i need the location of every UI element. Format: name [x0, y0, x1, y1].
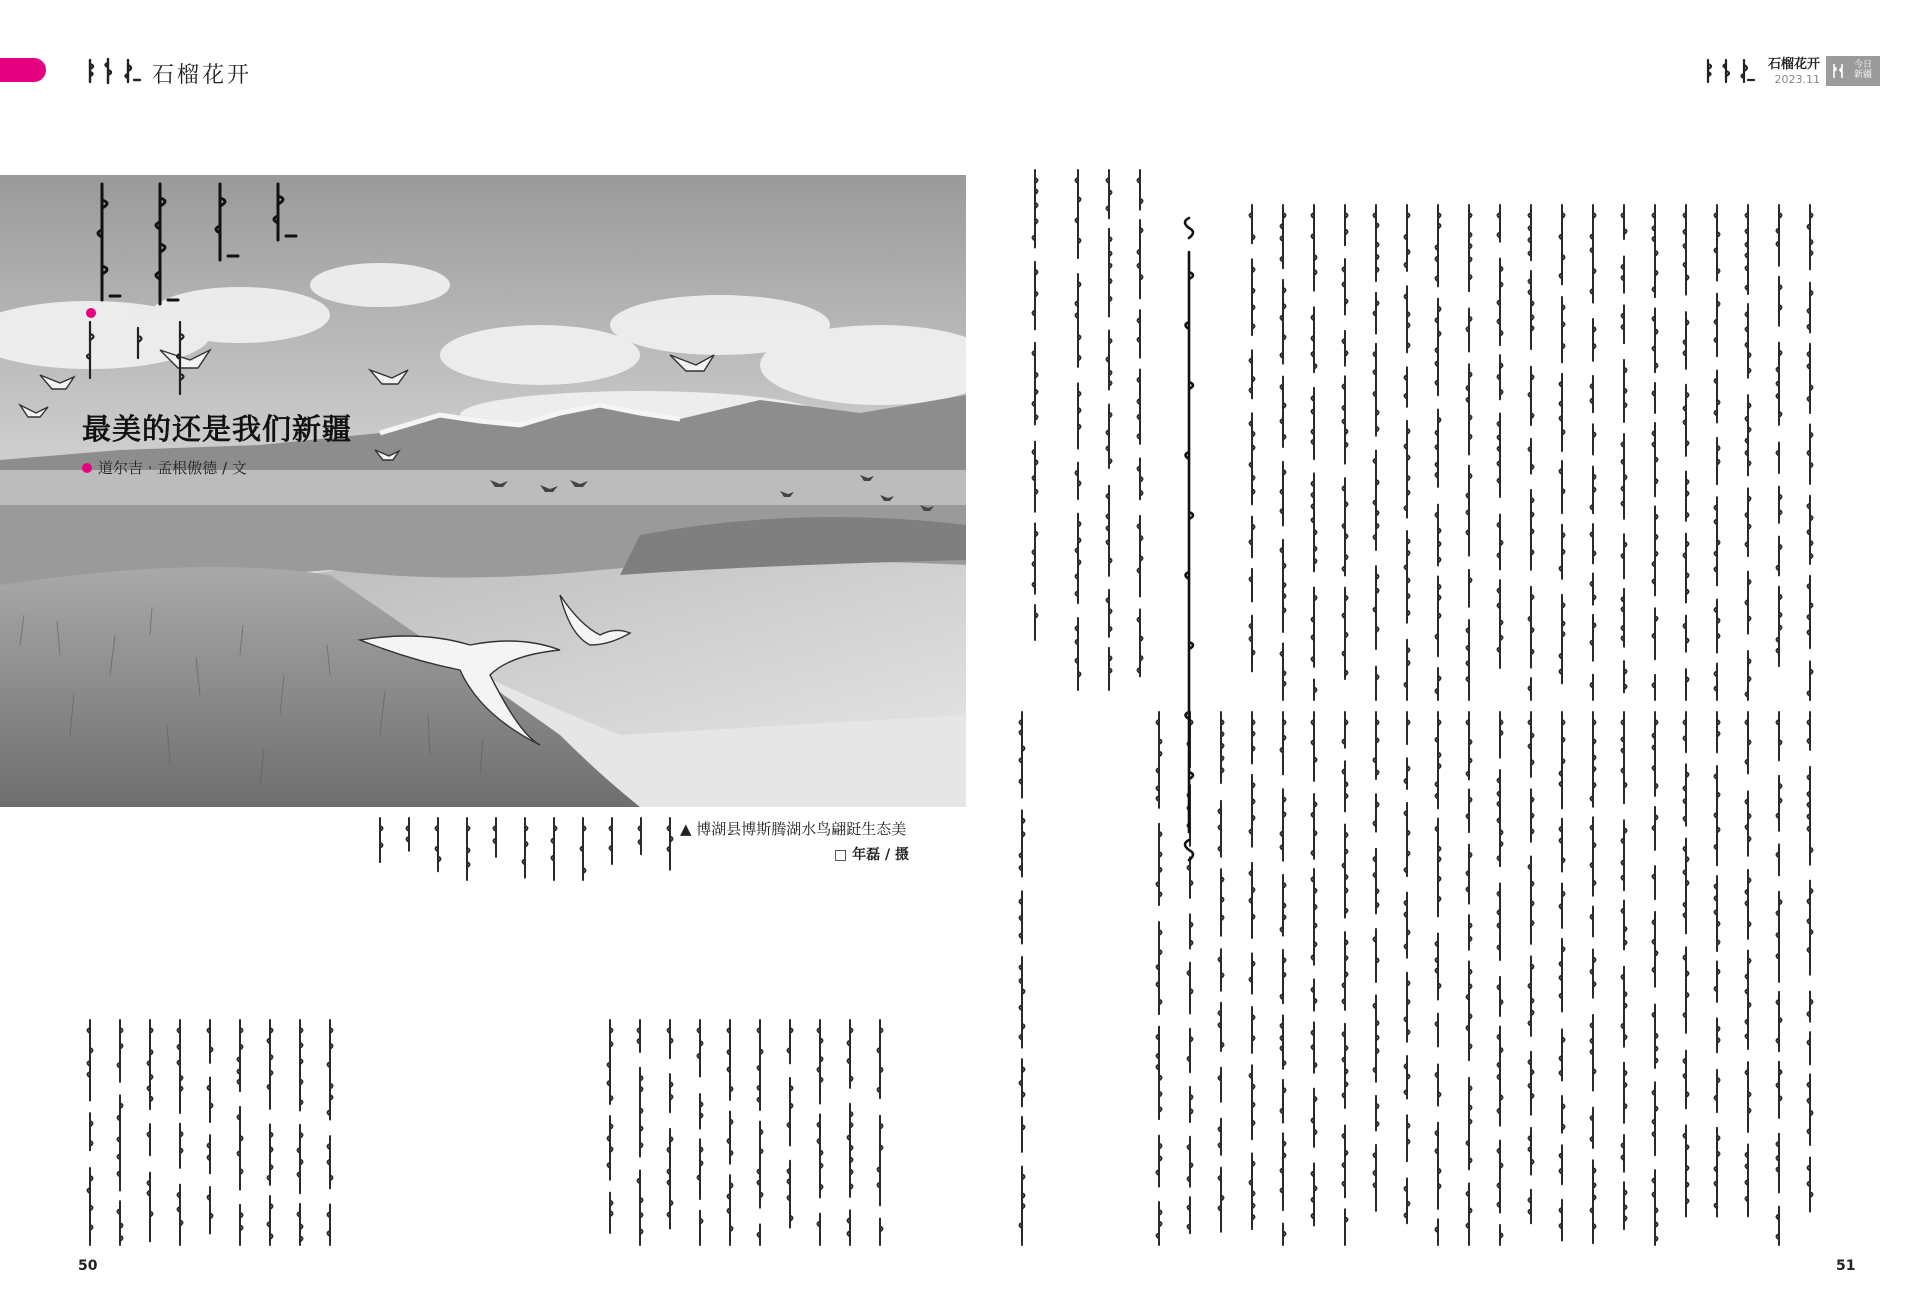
issue-date: 2023.11 — [1774, 72, 1820, 86]
logo-text-bottom: 新疆 — [1853, 70, 1872, 80]
photo-caption: ▲ 博湖县博斯腾湖水鸟翩跹生态美 — [680, 820, 907, 838]
section-title-right: 石榴花开 — [1767, 56, 1820, 72]
mongolian-quote-heading — [1176, 212, 1202, 862]
byline-text: 道尔吉 · 孟根傲德 / 文 — [98, 459, 247, 477]
page-number-left: 50 — [78, 1258, 98, 1274]
section-title-left: 石榴花开 — [152, 63, 253, 88]
article-title: 最美的还是我们新疆 — [82, 412, 353, 446]
photo-credit: □ 年磊 / 摄 — [834, 847, 909, 863]
logo-text-top: 今日 — [1853, 60, 1872, 71]
page-number-right: 51 — [1836, 1258, 1856, 1274]
